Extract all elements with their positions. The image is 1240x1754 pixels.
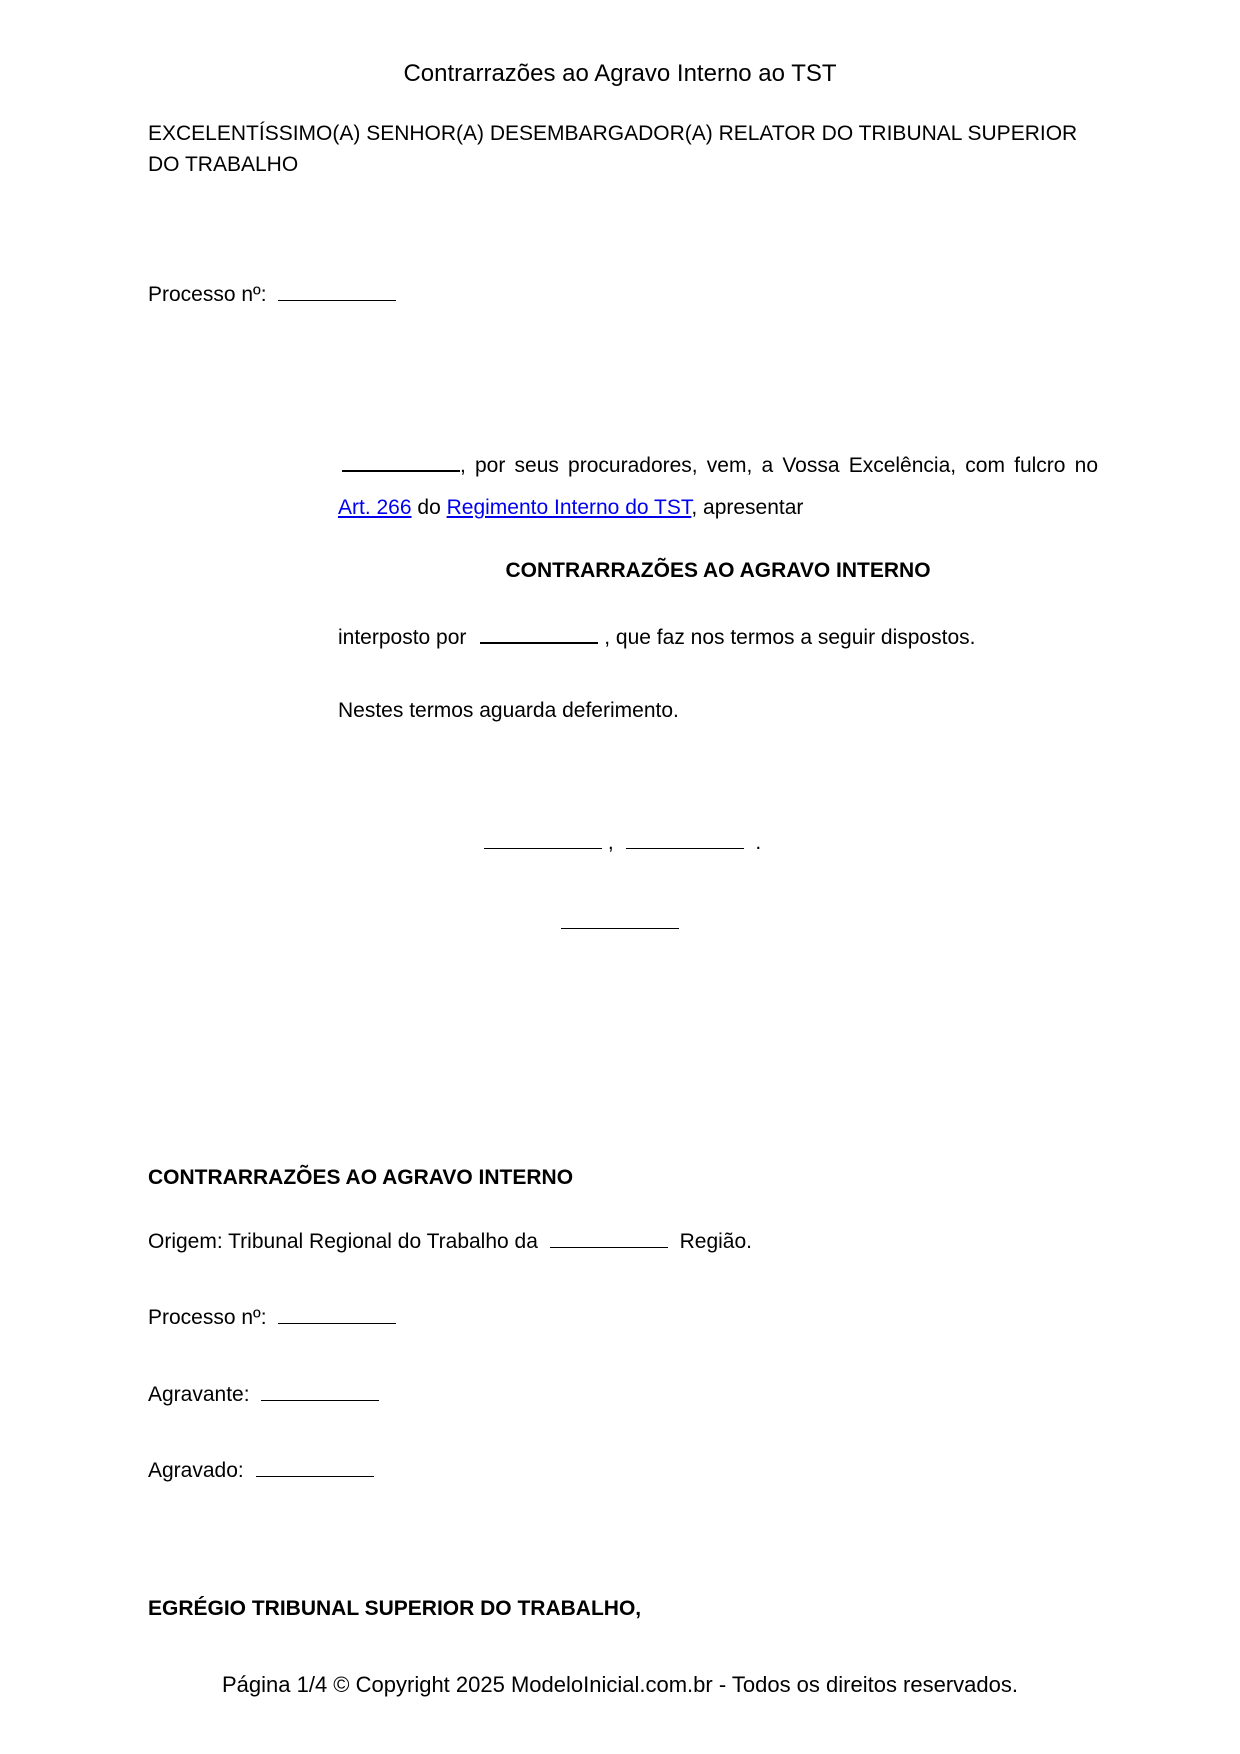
- origem-line: [148, 1229, 752, 1254]
- document-title: Contrarrazões ao Agravo Interno ao TST: [403, 60, 837, 87]
- addressee-heading: EXCELENTÍSSIMO(A) SENHOR(A) DESEMBARGADOR(A) RELATOR DO TRIBUNAL SUPERIOR DO TRABALHO: [148, 122, 1078, 176]
- intro-paragraph-line2: [338, 496, 1098, 520]
- agravante-blank: [261, 1382, 379, 1401]
- date-comma: ,: [607, 831, 614, 854]
- date-period: .: [755, 831, 762, 854]
- agravado-line: [148, 1458, 374, 1483]
- party-name-blank: [342, 452, 460, 472]
- agravante-line: [148, 1382, 379, 1407]
- process-number-label: Processo nº:: [148, 283, 267, 306]
- process-number-line: [148, 282, 396, 307]
- interposto-prefix: interposto por: [338, 626, 467, 649]
- date-blank: [626, 830, 744, 849]
- agravado-label: Agravado:: [148, 1459, 244, 1482]
- salutation: EGRÉGIO TRIBUNAL SUPERIOR DO TRABALHO,: [148, 1597, 642, 1620]
- regimento-interno-link[interactable]: Regimento Interno do TST: [446, 496, 692, 519]
- signature-blank: [561, 910, 679, 929]
- intro-end-text: , apresentar: [691, 496, 804, 519]
- art-266-link[interactable]: Art. 266: [338, 496, 412, 519]
- section2-process-line: [148, 1305, 396, 1330]
- origem-prefix: Origem: Tribunal Regional do Trabalho da: [148, 1230, 538, 1253]
- place-blank: [484, 830, 602, 849]
- regiao-blank: [550, 1229, 668, 1248]
- agravado-blank: [256, 1458, 374, 1477]
- intro-paragraph-line1: [338, 452, 1098, 478]
- section2-process-label: Processo nº:: [148, 1306, 267, 1329]
- date-place-line: [484, 830, 761, 855]
- process-number-blank: [278, 282, 396, 301]
- interposto-line: [338, 624, 1098, 650]
- section2-process-blank: [278, 1305, 396, 1324]
- closing-text: Nestes termos aguarda deferimento.: [338, 699, 679, 722]
- agravante-name-blank: [480, 624, 598, 644]
- interposto-suffix: , que faz nos termos a seguir dispostos.: [604, 626, 976, 649]
- intro-do-text: do: [417, 496, 441, 519]
- origem-suffix: Região.: [679, 1230, 752, 1253]
- page-footer: Página 1/4 © Copyright 2025 ModeloInicial.com.br - Todos os direitos reservados.: [222, 1672, 1018, 1697]
- petition-title: CONTRARRAZÕES AO AGRAVO INTERNO: [505, 559, 931, 582]
- section2-heading: CONTRARRAZÕES AO AGRAVO INTERNO: [148, 1166, 574, 1189]
- agravante-label: Agravante:: [148, 1383, 250, 1406]
- signature-line: [561, 910, 679, 935]
- intro-text: , por seus procuradores, vem, a Vossa Excelência, com fulcro no: [460, 454, 1098, 477]
